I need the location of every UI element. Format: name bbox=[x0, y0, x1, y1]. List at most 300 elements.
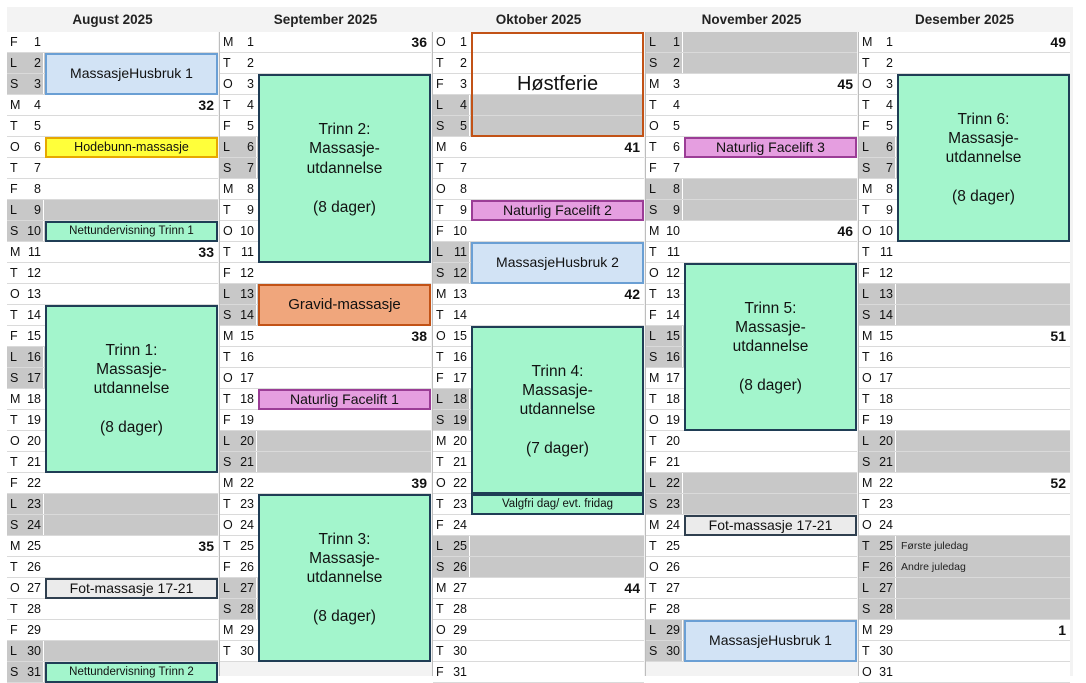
column-divider bbox=[432, 32, 433, 676]
day-slot[interactable] bbox=[257, 473, 431, 493]
day-slot[interactable] bbox=[44, 179, 218, 199]
weekday-letter: F bbox=[223, 266, 231, 280]
day-number: 14 bbox=[666, 308, 680, 322]
day-slot[interactable] bbox=[44, 515, 218, 535]
day-row[interactable] bbox=[433, 158, 644, 179]
day-slot[interactable] bbox=[470, 137, 644, 157]
day-number: 12 bbox=[27, 266, 41, 280]
day-number: 5 bbox=[460, 119, 467, 133]
day-slot[interactable] bbox=[896, 368, 1070, 388]
day-slot[interactable] bbox=[44, 263, 218, 283]
day-row[interactable] bbox=[433, 620, 644, 641]
calendar-event[interactable] bbox=[45, 53, 218, 95]
day-cell bbox=[646, 410, 682, 430]
day-slot[interactable] bbox=[896, 452, 1070, 472]
day-slot[interactable] bbox=[44, 494, 218, 514]
day-row[interactable] bbox=[220, 473, 431, 494]
day-row[interactable] bbox=[220, 263, 431, 284]
day-cell bbox=[433, 95, 469, 115]
day-slot[interactable] bbox=[896, 242, 1070, 262]
day-cell bbox=[859, 389, 895, 409]
event-line: MassasjeHusbruk 2 bbox=[496, 254, 619, 271]
event-text bbox=[946, 110, 1022, 207]
day-row[interactable] bbox=[433, 305, 644, 326]
day-slot[interactable] bbox=[683, 578, 857, 598]
day-slot[interactable] bbox=[683, 200, 857, 220]
day-row[interactable] bbox=[859, 641, 1070, 662]
event-line: MassasjeHusbruk 1 bbox=[70, 65, 193, 82]
calendar-event[interactable] bbox=[684, 620, 857, 662]
day-cell bbox=[859, 578, 895, 598]
day-slot[interactable] bbox=[896, 662, 1070, 682]
day-row[interactable] bbox=[859, 494, 1070, 515]
day-slot[interactable] bbox=[470, 221, 644, 241]
day-row[interactable] bbox=[7, 557, 218, 578]
calendar-event[interactable] bbox=[258, 284, 431, 326]
day-slot[interactable] bbox=[257, 431, 431, 451]
day-cell bbox=[859, 32, 895, 52]
weekday-letter: L bbox=[10, 497, 17, 511]
day-slot[interactable] bbox=[683, 32, 857, 52]
weekday-letter: O bbox=[649, 560, 659, 574]
day-slot[interactable] bbox=[896, 32, 1070, 52]
day-row[interactable] bbox=[646, 32, 857, 53]
day-slot[interactable] bbox=[896, 515, 1070, 535]
day-row[interactable] bbox=[859, 32, 1070, 53]
day-row[interactable] bbox=[859, 368, 1070, 389]
day-slot[interactable] bbox=[257, 347, 431, 367]
weekday-letter: M bbox=[862, 329, 873, 343]
event-line: Trinn 2: bbox=[318, 121, 371, 139]
day-number: 27 bbox=[240, 581, 254, 595]
calendar-event[interactable] bbox=[471, 32, 644, 137]
day-row[interactable] bbox=[646, 452, 857, 473]
day-slot[interactable] bbox=[470, 536, 644, 556]
day-number: 30 bbox=[666, 644, 680, 658]
weekday-letter: S bbox=[649, 497, 658, 511]
day-row[interactable] bbox=[859, 410, 1070, 431]
day-number: 30 bbox=[27, 644, 41, 658]
day-row[interactable] bbox=[433, 284, 644, 305]
day-number: 2 bbox=[247, 56, 254, 70]
weekday-letter: T bbox=[649, 245, 657, 259]
day-row[interactable] bbox=[859, 305, 1070, 326]
day-slot[interactable] bbox=[896, 284, 1070, 304]
day-slot[interactable] bbox=[683, 221, 857, 241]
day-slot[interactable] bbox=[683, 242, 857, 262]
day-row[interactable] bbox=[7, 536, 218, 557]
day-row[interactable] bbox=[7, 32, 218, 53]
event-line: Trinn 4: bbox=[531, 362, 584, 380]
day-slot[interactable] bbox=[896, 410, 1070, 430]
day-slot[interactable] bbox=[470, 578, 644, 598]
day-slot[interactable] bbox=[683, 116, 857, 136]
day-row[interactable] bbox=[220, 32, 431, 53]
day-number: 23 bbox=[27, 497, 41, 511]
weekday-letter: S bbox=[649, 56, 658, 70]
day-row[interactable] bbox=[859, 515, 1070, 536]
day-slot[interactable] bbox=[683, 452, 857, 472]
day-slot[interactable] bbox=[257, 32, 431, 52]
day-slot[interactable] bbox=[683, 179, 857, 199]
day-row[interactable] bbox=[7, 200, 218, 221]
day-row[interactable] bbox=[859, 473, 1070, 494]
calendar-event[interactable] bbox=[258, 494, 431, 662]
day-slot[interactable] bbox=[896, 578, 1070, 598]
day-number: 24 bbox=[453, 518, 467, 532]
day-cell bbox=[859, 179, 895, 199]
weekday-letter: T bbox=[862, 350, 870, 364]
day-cell bbox=[859, 599, 895, 619]
day-row[interactable] bbox=[646, 74, 857, 95]
day-cell bbox=[220, 641, 256, 661]
day-cell bbox=[646, 599, 682, 619]
day-slot[interactable] bbox=[470, 599, 644, 619]
day-row[interactable] bbox=[646, 578, 857, 599]
weekday-letter: S bbox=[223, 602, 232, 616]
day-number: 2 bbox=[886, 56, 893, 70]
day-row[interactable] bbox=[646, 599, 857, 620]
calendar-event[interactable] bbox=[471, 242, 644, 284]
day-row[interactable] bbox=[7, 158, 218, 179]
day-row[interactable] bbox=[646, 536, 857, 557]
day-slot[interactable] bbox=[44, 536, 218, 556]
calendar-event[interactable] bbox=[897, 74, 1070, 242]
event-text bbox=[290, 391, 399, 409]
day-cell bbox=[220, 95, 256, 115]
calendar-event[interactable] bbox=[45, 221, 218, 242]
month-title: Oktober 2025 bbox=[495, 12, 582, 27]
weekday-letter: S bbox=[10, 224, 19, 238]
day-slot[interactable] bbox=[683, 473, 857, 493]
weekday-letter: F bbox=[862, 266, 870, 280]
day-cell bbox=[7, 326, 43, 346]
day-slot[interactable] bbox=[683, 53, 857, 73]
day-slot[interactable] bbox=[683, 158, 857, 178]
day-row[interactable] bbox=[7, 116, 218, 137]
day-row[interactable] bbox=[859, 242, 1070, 263]
day-row[interactable] bbox=[433, 641, 644, 662]
weekday-letter: L bbox=[223, 581, 230, 595]
day-row[interactable] bbox=[7, 494, 218, 515]
day-slot[interactable] bbox=[896, 494, 1070, 514]
day-slot[interactable] bbox=[44, 158, 218, 178]
event-text bbox=[288, 296, 401, 315]
day-row[interactable] bbox=[646, 557, 857, 578]
day-slot[interactable] bbox=[683, 557, 857, 577]
day-number: 25 bbox=[666, 539, 680, 553]
day-row[interactable] bbox=[859, 620, 1070, 641]
day-row[interactable] bbox=[220, 368, 431, 389]
day-slot[interactable] bbox=[896, 536, 1070, 556]
day-slot[interactable] bbox=[470, 284, 644, 304]
day-slot[interactable] bbox=[896, 557, 1070, 577]
day-number: 1 bbox=[34, 35, 41, 49]
day-slot[interactable] bbox=[896, 431, 1070, 451]
day-slot[interactable] bbox=[44, 116, 218, 136]
day-row[interactable] bbox=[220, 431, 431, 452]
day-row[interactable] bbox=[646, 221, 857, 242]
day-cell bbox=[646, 158, 682, 178]
event-line: (8 dager) bbox=[739, 377, 802, 395]
day-slot[interactable] bbox=[44, 473, 218, 493]
weekday-letter: T bbox=[649, 581, 657, 595]
day-number: 6 bbox=[460, 140, 467, 154]
event-line: utdannelse bbox=[945, 149, 1022, 167]
weekday-letter: L bbox=[223, 434, 230, 448]
day-slot[interactable] bbox=[683, 74, 857, 94]
weekday-letter: L bbox=[223, 140, 230, 154]
calendar-event[interactable] bbox=[45, 578, 218, 599]
weekday-letter: M bbox=[649, 371, 660, 385]
weekday-letter: F bbox=[649, 602, 657, 616]
day-row[interactable] bbox=[859, 53, 1070, 74]
day-slot[interactable] bbox=[683, 431, 857, 451]
day-slot[interactable] bbox=[470, 620, 644, 640]
day-slot[interactable] bbox=[470, 662, 644, 682]
day-row[interactable] bbox=[646, 179, 857, 200]
day-row[interactable] bbox=[220, 326, 431, 347]
day-row[interactable] bbox=[7, 620, 218, 641]
day-row[interactable] bbox=[859, 431, 1070, 452]
day-slot[interactable] bbox=[896, 389, 1070, 409]
day-row[interactable] bbox=[7, 599, 218, 620]
calendar-event[interactable] bbox=[258, 389, 431, 410]
column-divider bbox=[858, 32, 859, 676]
day-slot[interactable] bbox=[470, 305, 644, 325]
weekday-letter: M bbox=[649, 224, 660, 238]
day-number: 25 bbox=[879, 539, 893, 553]
day-row[interactable] bbox=[646, 473, 857, 494]
event-text bbox=[70, 580, 194, 598]
day-cell bbox=[646, 389, 682, 409]
day-slot[interactable] bbox=[44, 284, 218, 304]
week-number: 36 bbox=[411, 34, 427, 50]
weekday-letter: L bbox=[649, 182, 656, 196]
weekday-letter: L bbox=[10, 203, 17, 217]
column-divider bbox=[219, 32, 220, 676]
day-slot[interactable] bbox=[896, 641, 1070, 661]
day-row[interactable] bbox=[220, 452, 431, 473]
weekday-letter: O bbox=[10, 434, 20, 448]
day-row[interactable] bbox=[7, 263, 218, 284]
day-slot[interactable] bbox=[257, 263, 431, 283]
day-row[interactable] bbox=[859, 578, 1070, 599]
day-slot[interactable] bbox=[470, 179, 644, 199]
day-number: 4 bbox=[34, 98, 41, 112]
day-row[interactable] bbox=[859, 536, 1070, 557]
day-row[interactable] bbox=[646, 53, 857, 74]
day-row[interactable] bbox=[646, 158, 857, 179]
day-cell bbox=[7, 557, 43, 577]
event-text bbox=[307, 530, 383, 627]
day-slot[interactable] bbox=[44, 557, 218, 577]
weekday-letter: M bbox=[223, 35, 234, 49]
day-row[interactable] bbox=[646, 95, 857, 116]
day-row[interactable] bbox=[859, 599, 1070, 620]
day-row[interactable] bbox=[7, 284, 218, 305]
day-row[interactable] bbox=[859, 347, 1070, 368]
day-number: 19 bbox=[453, 413, 467, 427]
day-row[interactable] bbox=[220, 53, 431, 74]
day-row[interactable] bbox=[646, 242, 857, 263]
calendar-event[interactable] bbox=[684, 515, 857, 536]
day-slot[interactable] bbox=[683, 536, 857, 556]
day-slot[interactable] bbox=[470, 515, 644, 535]
weekday-letter: S bbox=[223, 161, 232, 175]
day-row[interactable] bbox=[7, 641, 218, 662]
weekday-letter: T bbox=[649, 392, 657, 406]
event-text bbox=[503, 202, 612, 220]
week-number: 38 bbox=[411, 328, 427, 344]
day-number: 19 bbox=[27, 413, 41, 427]
day-number: 18 bbox=[27, 392, 41, 406]
calendar-event[interactable] bbox=[258, 74, 431, 263]
day-cell bbox=[859, 494, 895, 514]
day-row[interactable] bbox=[433, 557, 644, 578]
event-line: Trinn 3: bbox=[318, 530, 371, 548]
day-number: 10 bbox=[453, 224, 467, 238]
day-number: 29 bbox=[453, 623, 467, 637]
week-number: 45 bbox=[837, 76, 853, 92]
day-slot[interactable] bbox=[683, 494, 857, 514]
calendar-event[interactable] bbox=[45, 137, 218, 158]
day-slot[interactable] bbox=[470, 557, 644, 577]
day-slot[interactable] bbox=[896, 347, 1070, 367]
day-number: 17 bbox=[879, 371, 893, 385]
day-row[interactable] bbox=[7, 95, 218, 116]
day-row[interactable] bbox=[433, 221, 644, 242]
day-slot[interactable] bbox=[896, 53, 1070, 73]
day-cell bbox=[220, 305, 256, 325]
day-row[interactable] bbox=[646, 116, 857, 137]
day-slot[interactable] bbox=[44, 620, 218, 640]
day-row[interactable] bbox=[433, 515, 644, 536]
day-number: 17 bbox=[666, 371, 680, 385]
day-slot[interactable] bbox=[44, 641, 218, 661]
day-cell bbox=[433, 641, 469, 661]
day-row[interactable] bbox=[859, 284, 1070, 305]
weekday-letter: F bbox=[862, 119, 870, 133]
calendar-event[interactable] bbox=[45, 305, 218, 473]
day-slot[interactable] bbox=[44, 242, 218, 262]
day-number: 22 bbox=[27, 476, 41, 490]
day-row[interactable] bbox=[7, 179, 218, 200]
day-slot[interactable] bbox=[257, 368, 431, 388]
day-row[interactable] bbox=[433, 137, 644, 158]
weekday-letter: T bbox=[10, 602, 18, 616]
day-slot[interactable] bbox=[683, 599, 857, 619]
day-cell bbox=[859, 116, 895, 136]
weekday-letter: T bbox=[436, 602, 444, 616]
day-slot[interactable] bbox=[896, 263, 1070, 283]
day-row[interactable] bbox=[646, 200, 857, 221]
event-line: Massasje- bbox=[96, 360, 167, 378]
weekday-letter: S bbox=[649, 203, 658, 217]
calendar-event[interactable] bbox=[471, 200, 644, 221]
day-cell bbox=[7, 452, 43, 472]
weekday-letter: L bbox=[223, 287, 230, 301]
day-slot[interactable] bbox=[470, 641, 644, 661]
day-cell bbox=[859, 326, 895, 346]
day-row[interactable] bbox=[859, 326, 1070, 347]
day-row[interactable] bbox=[7, 515, 218, 536]
day-row[interactable] bbox=[220, 347, 431, 368]
weekday-letter: T bbox=[10, 119, 18, 133]
weekday-letter: F bbox=[436, 77, 444, 91]
event-text bbox=[517, 72, 598, 97]
day-slot[interactable] bbox=[257, 452, 431, 472]
weekday-letter: O bbox=[862, 224, 872, 238]
day-row[interactable] bbox=[433, 599, 644, 620]
day-number: 18 bbox=[240, 392, 254, 406]
day-row[interactable] bbox=[7, 473, 218, 494]
day-slot[interactable] bbox=[44, 95, 218, 115]
day-slot[interactable] bbox=[257, 53, 431, 73]
day-number: 4 bbox=[247, 98, 254, 112]
day-row[interactable] bbox=[859, 263, 1070, 284]
day-row[interactable] bbox=[646, 494, 857, 515]
day-slot[interactable] bbox=[470, 158, 644, 178]
weekday-letter: L bbox=[862, 140, 869, 154]
day-number: 6 bbox=[673, 140, 680, 154]
day-row[interactable] bbox=[859, 557, 1070, 578]
day-cell bbox=[859, 53, 895, 73]
day-number: 24 bbox=[27, 518, 41, 532]
day-slot[interactable] bbox=[257, 326, 431, 346]
calendar-event[interactable] bbox=[471, 494, 644, 515]
calendar-event[interactable] bbox=[684, 137, 857, 158]
day-row[interactable] bbox=[433, 536, 644, 557]
day-number: 14 bbox=[27, 308, 41, 322]
day-cell bbox=[646, 641, 682, 661]
day-slot[interactable] bbox=[44, 200, 218, 220]
event-line bbox=[946, 168, 1022, 187]
day-cell bbox=[7, 431, 43, 451]
day-row[interactable] bbox=[433, 578, 644, 599]
day-slot[interactable] bbox=[896, 599, 1070, 619]
day-slot[interactable] bbox=[683, 95, 857, 115]
day-row[interactable] bbox=[646, 431, 857, 452]
day-row[interactable] bbox=[859, 389, 1070, 410]
day-row[interactable] bbox=[220, 410, 431, 431]
day-number: 23 bbox=[879, 497, 893, 511]
day-cell bbox=[859, 158, 895, 178]
day-slot[interactable] bbox=[44, 599, 218, 619]
day-slot[interactable] bbox=[257, 410, 431, 430]
day-cell bbox=[646, 368, 682, 388]
weekday-letter: O bbox=[649, 119, 659, 133]
day-slot[interactable] bbox=[44, 32, 218, 52]
day-slot[interactable] bbox=[896, 326, 1070, 346]
weekday-letter: T bbox=[862, 497, 870, 511]
day-slot[interactable] bbox=[896, 305, 1070, 325]
day-row[interactable] bbox=[433, 179, 644, 200]
day-number: 3 bbox=[247, 77, 254, 91]
day-row[interactable] bbox=[859, 452, 1070, 473]
calendar-event[interactable] bbox=[684, 263, 857, 431]
weekday-letter: T bbox=[862, 98, 870, 112]
weekday-letter: S bbox=[649, 644, 658, 658]
weekday-letter: S bbox=[862, 455, 871, 469]
day-cell bbox=[646, 137, 682, 157]
day-slot[interactable] bbox=[896, 473, 1070, 493]
event-text bbox=[709, 517, 833, 535]
day-cell bbox=[433, 389, 469, 409]
day-row[interactable] bbox=[7, 242, 218, 263]
day-slot[interactable] bbox=[896, 620, 1070, 640]
calendar-event[interactable] bbox=[471, 326, 644, 494]
